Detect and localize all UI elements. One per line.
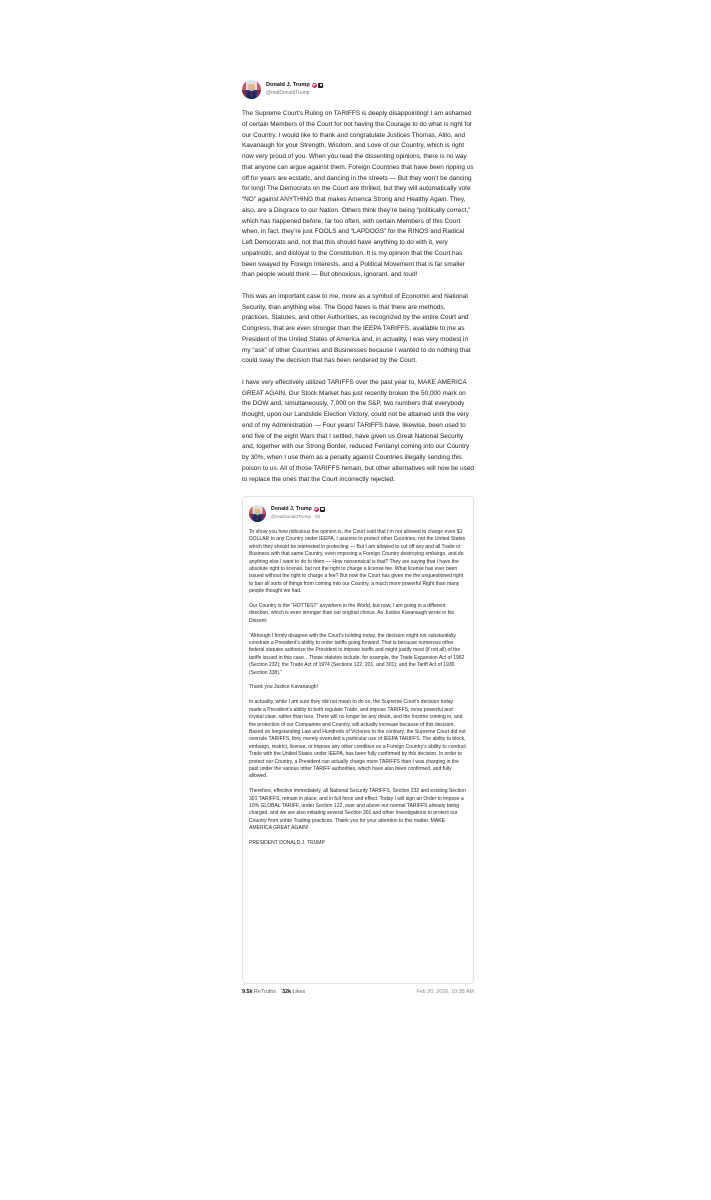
platform-badge-icon <box>318 83 323 88</box>
quoted-paragraph: Our Country is the “HOTTEST” anywhere in the World, but now, I am going in a different direction, which is even stronger than our original choice. As Justice Kavanaugh wrote in his Dissent: <box>249 603 455 624</box>
retruths-stat[interactable] <box>242 989 276 995</box>
likes-stat[interactable] <box>282 989 305 995</box>
quoted-paragraph: To show you how ridiculous the opinion is, the Court said that I’m not allowed to charge even $1 DOLLAR to any Country under IEEPA, I assume to protect other Countries, not the United States which they should be interested in protecting — But I am allowed to cut off any and all Trade or Business with that same Country, even imposing a Foreign Country destroying embargo, and do anything else I want to do to them — How nonsensical is that? They are saying that I have the absolute right to license, but not the right to charge a license fee. What license has ever been issued without the right to charge a fee? But now the Court has given me the unquestioned right to ban all sorts of things from coming into our Country, a much more powerful Right than many people thought we had. <box>249 529 466 595</box>
retruths-count: 9.5k <box>242 989 253 995</box>
quoted-post-body <box>249 529 467 847</box>
avatar[interactable] <box>242 80 261 99</box>
quoted-signature: PRESIDENT DONALD J. TRUMP <box>249 839 325 846</box>
author-info <box>266 81 323 97</box>
likes-count: 32k <box>281 989 291 995</box>
quoted-paragraph: In actuality, while I am sure they did not mean to do so, the Supreme Court’s decision today made a President’s ability to both regulate Trade, and impose TARIFFS, more powerful and crystal clear, rather than less. There will no longer be any doubt, and the Income coming in, and the protection of our Companies and Country, will actually increase because of this decision. Based on longstanding Law and Hundreds of Victories to the contrary, the Supreme Court did not overrule TARIFFS, they merely overruled a particular use of IEEPA TARIFFS. The ability to block, embargo, restrict, license, or impose any other condition on a Foreign Country’s ability to conduct Trade with the United States under IEEPA, has been fully confirmed by this decision. In order to protect our Country, a President can actually charge more TARIFFS than I was charging in the past under the various other TARIFF authorities, which have also been confirmed, and fully allowed. <box>249 699 466 780</box>
avatar-portrait-icon <box>242 80 261 99</box>
post-timestamp[interactable]: Feb 20, 2026, 10:38 AM <box>416 989 474 995</box>
platform-badge-icon <box>320 507 325 512</box>
quoted-paragraph: Thank you Justice Kavanaugh! <box>249 684 319 691</box>
quoted-avatar[interactable] <box>249 505 266 522</box>
author-name[interactable]: Donald J. Trump <box>266 82 310 88</box>
quoted-post-header <box>249 503 467 523</box>
quoted-author-name[interactable]: Donald J. Trump <box>271 506 312 512</box>
post-body <box>242 109 474 485</box>
post-header <box>242 79 474 99</box>
quoted-author-info <box>271 505 325 521</box>
quoted-paragraph: “Although I firmly disagree with the Court’s holding today, the decision might not substantially constrain a President’s ability to order tariffs going forward. That is because numerous other federal statutes authorize the President to impose tariffs and might justify most (if not all) of the tariffs issued in this case…Those statutes include, for example, the Trade Expansion Act of 1962 (Section 232); the Trade Act of 1974 (Sections 122, 201, and 301); and the Tariff Act of 1930 (Section 338).” <box>249 632 465 676</box>
post-footer <box>242 989 474 995</box>
post-paragraph: This was an important case to me, more as a symbol of Economic and National Security, than anything else. The Good News is that there are methods, practices, Statutes, and other Authorities, as recognized by the entire Court and Congress, that are even stronger than the IEEPA TARIFFS, available to me as President of the United States of America and, in actuality, I was very modest in my “ask” of other Countries and Businesses because I wanted to do nothing that could sway the decision that has been rendered by the Court. <box>242 292 471 365</box>
post-paragraph: The Supreme Court’s Ruling on TARIFFS is deeply disappointing! I am ashamed of certain Members of the Court for not having the Courage to do what is right for our Country. I would like to thank and congratulate Justices Thomas, Alito, and Kavanaugh for your Strength, Wisdom, and Love of our Country, which is right now very proud of you. When you read the dissenting opinions, there is no way that anyone can argue against them. Foreign Countries that have been ripping us off for years are ecstatic, and dancing in the streets — But they won’t be dancing for long! The Democrats on the Court are thrilled, but they will automatically vote “NO” against ANYTHING that makes America Strong and Healthy Again. They, also, are a Disgrace to our Nation. Others think they’re being “politically correct,” which has happened before, far too often, with certain Members of this Court when, in fact, they’re just FOOLS and “LAPDOGS” for the RINOS and Radical Left Democrats and, not that this should have anything to do with it, very unpatriotic, and disloyal to the Constitution. It is my opinion that the Court has been swayed by Foreign Interests, and a Political Movement that is far smaller than people would think — But obnoxious, ignorant, and loud! <box>242 110 474 279</box>
quoted-paragraph: Therefore, effective immediately, all National Security TARIFFS, Section 232 and existing Section 301 TARIFFS, remain in place, and in full force and effect. Today I will sign an Order to impose a 10% GLOBAL TARIFF, under Section 122, over and above our normal TARIFFS already being charged, and we are also initiating several Section 301 and other Investigations to protect our Country from unfair Trading practices. Thank you for your attention to this matter. MAKE AMERICA GREAT AGAIN! <box>249 788 466 832</box>
author-name-row <box>266 81 323 89</box>
avatar-portrait-icon <box>249 505 266 522</box>
quoted-post-card[interactable] <box>242 496 474 984</box>
post-card <box>242 79 474 995</box>
retruths-label: ReTruths <box>254 989 276 995</box>
post-paragraph: I have very effectively utilized TARIFFS over the past year to, MAKE AMERICA GREAT AGAIN. Our Stock Market has just recently broken the 50,000 mark on the DOW and, simultaneously, 7,000 on the S&P, two numbers that everybody thought, upon our Landslide Election Victory, could not be attained until the very end of my Administration — Four years! TARIFFS have, likewise, been used to end five of the eight Wars that I settled, have given us Great National Security and, together with our Strong Border, reduced Fentanyl coming into our Country by 30%, when I use them as a penalty against Countries illegally sending this poison to us. All of those TARIFFS remain, but other alternatives will now be used to replace the ones that the Court incorrectly rejected. <box>242 378 474 483</box>
verified-badge-icon <box>314 507 319 512</box>
verified-badge-icon <box>312 83 317 88</box>
author-handle[interactable]: @realDonaldTrump <box>266 90 310 96</box>
likes-label: Likes <box>292 989 306 995</box>
quoted-author-name-row <box>271 505 325 513</box>
quoted-author-handle[interactable]: @realDonaldTrump · 5h <box>271 514 321 519</box>
